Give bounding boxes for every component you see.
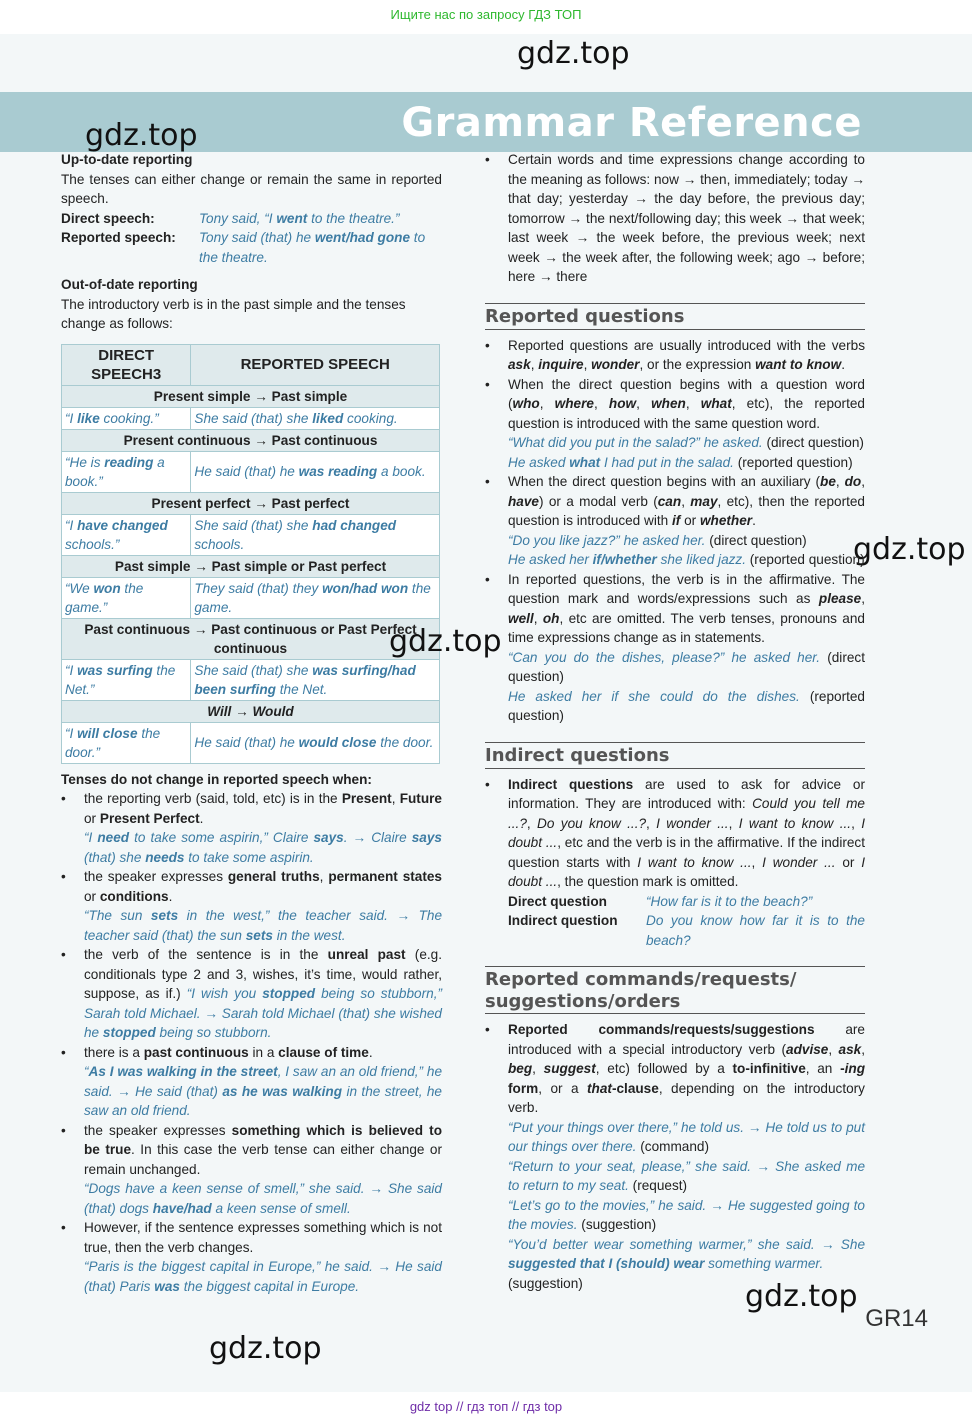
section-heading: Indirect questions bbox=[485, 742, 865, 769]
section-heading-line: Reported commands/requests/ bbox=[485, 969, 797, 990]
reported-commands-list bbox=[485, 1020, 865, 1293]
table-cell: “He is reading a book.” bbox=[62, 451, 191, 492]
indirect-questions-list bbox=[485, 775, 865, 892]
tense-table bbox=[61, 344, 440, 764]
section-title: Out-of-date reporting bbox=[61, 277, 198, 292]
paragraph: The tenses can either change or remain the same in reported speech. bbox=[61, 171, 442, 206]
top-search-link[interactable]: Ищите нас по запросу ГДЗ ТОП bbox=[390, 7, 582, 22]
section-heading: Reported questions bbox=[485, 303, 865, 330]
table-cell: They said (that) they won/had won the game. bbox=[191, 577, 440, 618]
watermark: gdz.top bbox=[745, 1279, 858, 1314]
watermark: gdz.top bbox=[853, 532, 966, 567]
reported-speech-label: Reported speech: bbox=[61, 230, 176, 245]
section-title: Tenses do not change in reported speech when: bbox=[61, 771, 372, 787]
direct-speech-label: Direct speech: bbox=[61, 210, 155, 226]
indirect-question-label: Indirect question bbox=[508, 913, 618, 928]
table-section: Present perfect → Past perfect bbox=[62, 492, 440, 514]
table-cell: “I will close the door.” bbox=[62, 722, 191, 763]
table-section: Will → Would bbox=[62, 700, 440, 722]
table-cell: He said (that) he would close the door. bbox=[191, 722, 440, 763]
watermark: gdz.top bbox=[209, 1331, 322, 1366]
list-item: • the verb of the sentence is in the unreal past (e.g. conditionals type 2 and 3, wishes, it’s time, would rather, suppose, as if.) “I wish you stopped being so stubborn,” Sarah told Michael. → Sarah told Michael (that) she wished he stopped being so stubborn. bbox=[61, 945, 442, 1043]
indirect-example-grid bbox=[485, 892, 865, 951]
table-cell: “We won the game.” bbox=[62, 577, 191, 618]
watermark: gdz.top bbox=[85, 118, 198, 153]
table-cell: She said (that) she had changed schools. bbox=[191, 514, 440, 555]
table-cell: He said (that) he was reading a book. bbox=[191, 451, 440, 492]
example: “How far is it to the beach?” bbox=[646, 893, 813, 909]
list-item: • Reported questions are usually introduced with the verbs ask, inquire, wonder, or the expression want to know. bbox=[485, 336, 865, 375]
nochange-list bbox=[61, 789, 442, 1296]
list-item: • the speaker expresses something which is believed to be true. In this case the verb tense can either change or remain unchanged. “Dogs have a keen sense of smell,” she said. → She said (that) dogs have/had a keen sense of smell. bbox=[61, 1121, 442, 1219]
table-header: DIRECT SPEECH3 bbox=[62, 344, 191, 385]
section-title: Up-to-date reporting bbox=[61, 152, 193, 167]
table-cell: She said (that) she was surfing/had been surfing the Net. bbox=[191, 659, 440, 700]
example: Tony said, “I went to the theatre.” bbox=[199, 210, 400, 226]
list-item: • there is a past continuous in a clause of time. “As I was walking in the street, I saw an an old friend,” he said. → He said (that) as he was walking in the street, he saw an old friend. bbox=[61, 1043, 442, 1121]
list-item: • However, if the sentence expresses something which is not true, then the verb changes. “Paris is the biggest capital in Europe,” he said. → He said (that) Paris was the biggest capital in Europe. bbox=[61, 1218, 442, 1296]
left-column bbox=[61, 150, 442, 1296]
list-item: • Indirect questions are used to ask for advice or information. They are introduced with: Could you tell me ...?, Do you know ...?, I wonder ..., I want to know ..., I doubt ..., etc and the verb is in the affirmative. If the indirect question starts with I want to know ..., I wonder ... or I doubt ..., the question mark is omitted. bbox=[485, 775, 865, 892]
page-title: Grammar Reference bbox=[401, 100, 862, 146]
reported-questions-list bbox=[485, 336, 865, 726]
right-column bbox=[485, 150, 865, 1293]
section-heading-line: suggestions/orders bbox=[485, 991, 681, 1012]
table-section: Present continuous → Past continuous bbox=[62, 429, 440, 451]
list-item: • In reported questions, the verb is in the affirmative. The question mark and words/expressions such as please, well, oh, etc are omitted. The verb tenses, pronouns and time expressions change as in statements. “Can you do the dishes, please?” he asked her. (direct question) He asked her if she could do the dishes. (reported question) bbox=[485, 570, 865, 726]
example: Do you know how far it is to the beach? bbox=[646, 913, 865, 948]
table-cell: “I was surfing the Net.” bbox=[62, 659, 191, 700]
paragraph: The introductory verb is in the past simple and the tenses change as follows: bbox=[61, 296, 406, 331]
example: Tony said (that) he went/had gone to the theatre. bbox=[199, 230, 426, 265]
section-heading bbox=[485, 966, 865, 1014]
list-item: • Certain words and time expressions change according to the meaning as follows: now → then, immediately; today → that day; yesterday → the day before, the previous day; tomorrow → the next/following day; this week → that week; last week → the week before, the previous week; next week → the week after, the following week; ago → before; here → there bbox=[485, 150, 865, 287]
table-cell: She said (that) she liked cooking. bbox=[191, 407, 440, 429]
table-cell: “I have changed schools.” bbox=[62, 514, 191, 555]
list-item: • Reported commands/requests/suggestions are introduced with a special introductory verb (advise, ask, beg, suggest, etc) followed by a to-infinitive, an -ing form, or a that-clause, depending on the introductory verb. “Put your things over there,” he told us. → He told us to put our things over there. (command) “Return to your seat, please,” she said. → She asked me to return to my seat. (request) “Let’s go to the movies,” he said. → He suggested going to the movies. (suggestion) “You’d better wear something warmer,” she said. → She suggested that I (should) wear something warmer. (suggestion) bbox=[485, 1020, 865, 1293]
list-item: • When the direct question begins with an auxiliary (be, do, have) or a modal verb (can, may, etc), then the reported question is introduced with if or whether. “Do you like jazz?” he asked her. (direct question) He asked her if/whether she liked jazz. (reported question) bbox=[485, 472, 865, 570]
watermark: gdz.top bbox=[517, 36, 630, 71]
direct-question-label: Direct question bbox=[508, 893, 607, 909]
example-grid bbox=[61, 209, 442, 268]
table-section: Past simple → Past simple or Past perfect bbox=[62, 555, 440, 577]
bottom-links[interactable]: gdz top // гдз топ // гдз top bbox=[409, 1399, 563, 1414]
list-item: • the speaker expresses general truths, permanent states or conditions. “The sun sets in the west,” the teacher said. → The teacher said (that) the sun sets in the west. bbox=[61, 867, 442, 945]
table-cell: “I like cooking.” bbox=[62, 407, 191, 429]
table-header: REPORTED SPEECH bbox=[191, 344, 440, 385]
table-section: Present simple → Past simple bbox=[62, 385, 440, 407]
time-expressions-list bbox=[485, 150, 865, 287]
table-section: Past continuous → Past continuous or Past Perfect continuous bbox=[62, 618, 440, 659]
list-item: • the reporting verb (said, told, etc) is in the Present, Future or Present Perfect. “I need to take some aspirin,” Claire says. → Claire says (that) she needs to take some aspirin. bbox=[61, 789, 442, 867]
list-item: • When the direct question begins with a question word (who, where, how, when, what, etc), the reported question is introduced with the same question word. “What did you put in the salad?” he asked. (direct question) He asked what I had put in the salad. (reported question) bbox=[485, 375, 865, 473]
watermark: gdz.top bbox=[389, 624, 502, 659]
page-number: GR14 bbox=[865, 1305, 928, 1332]
